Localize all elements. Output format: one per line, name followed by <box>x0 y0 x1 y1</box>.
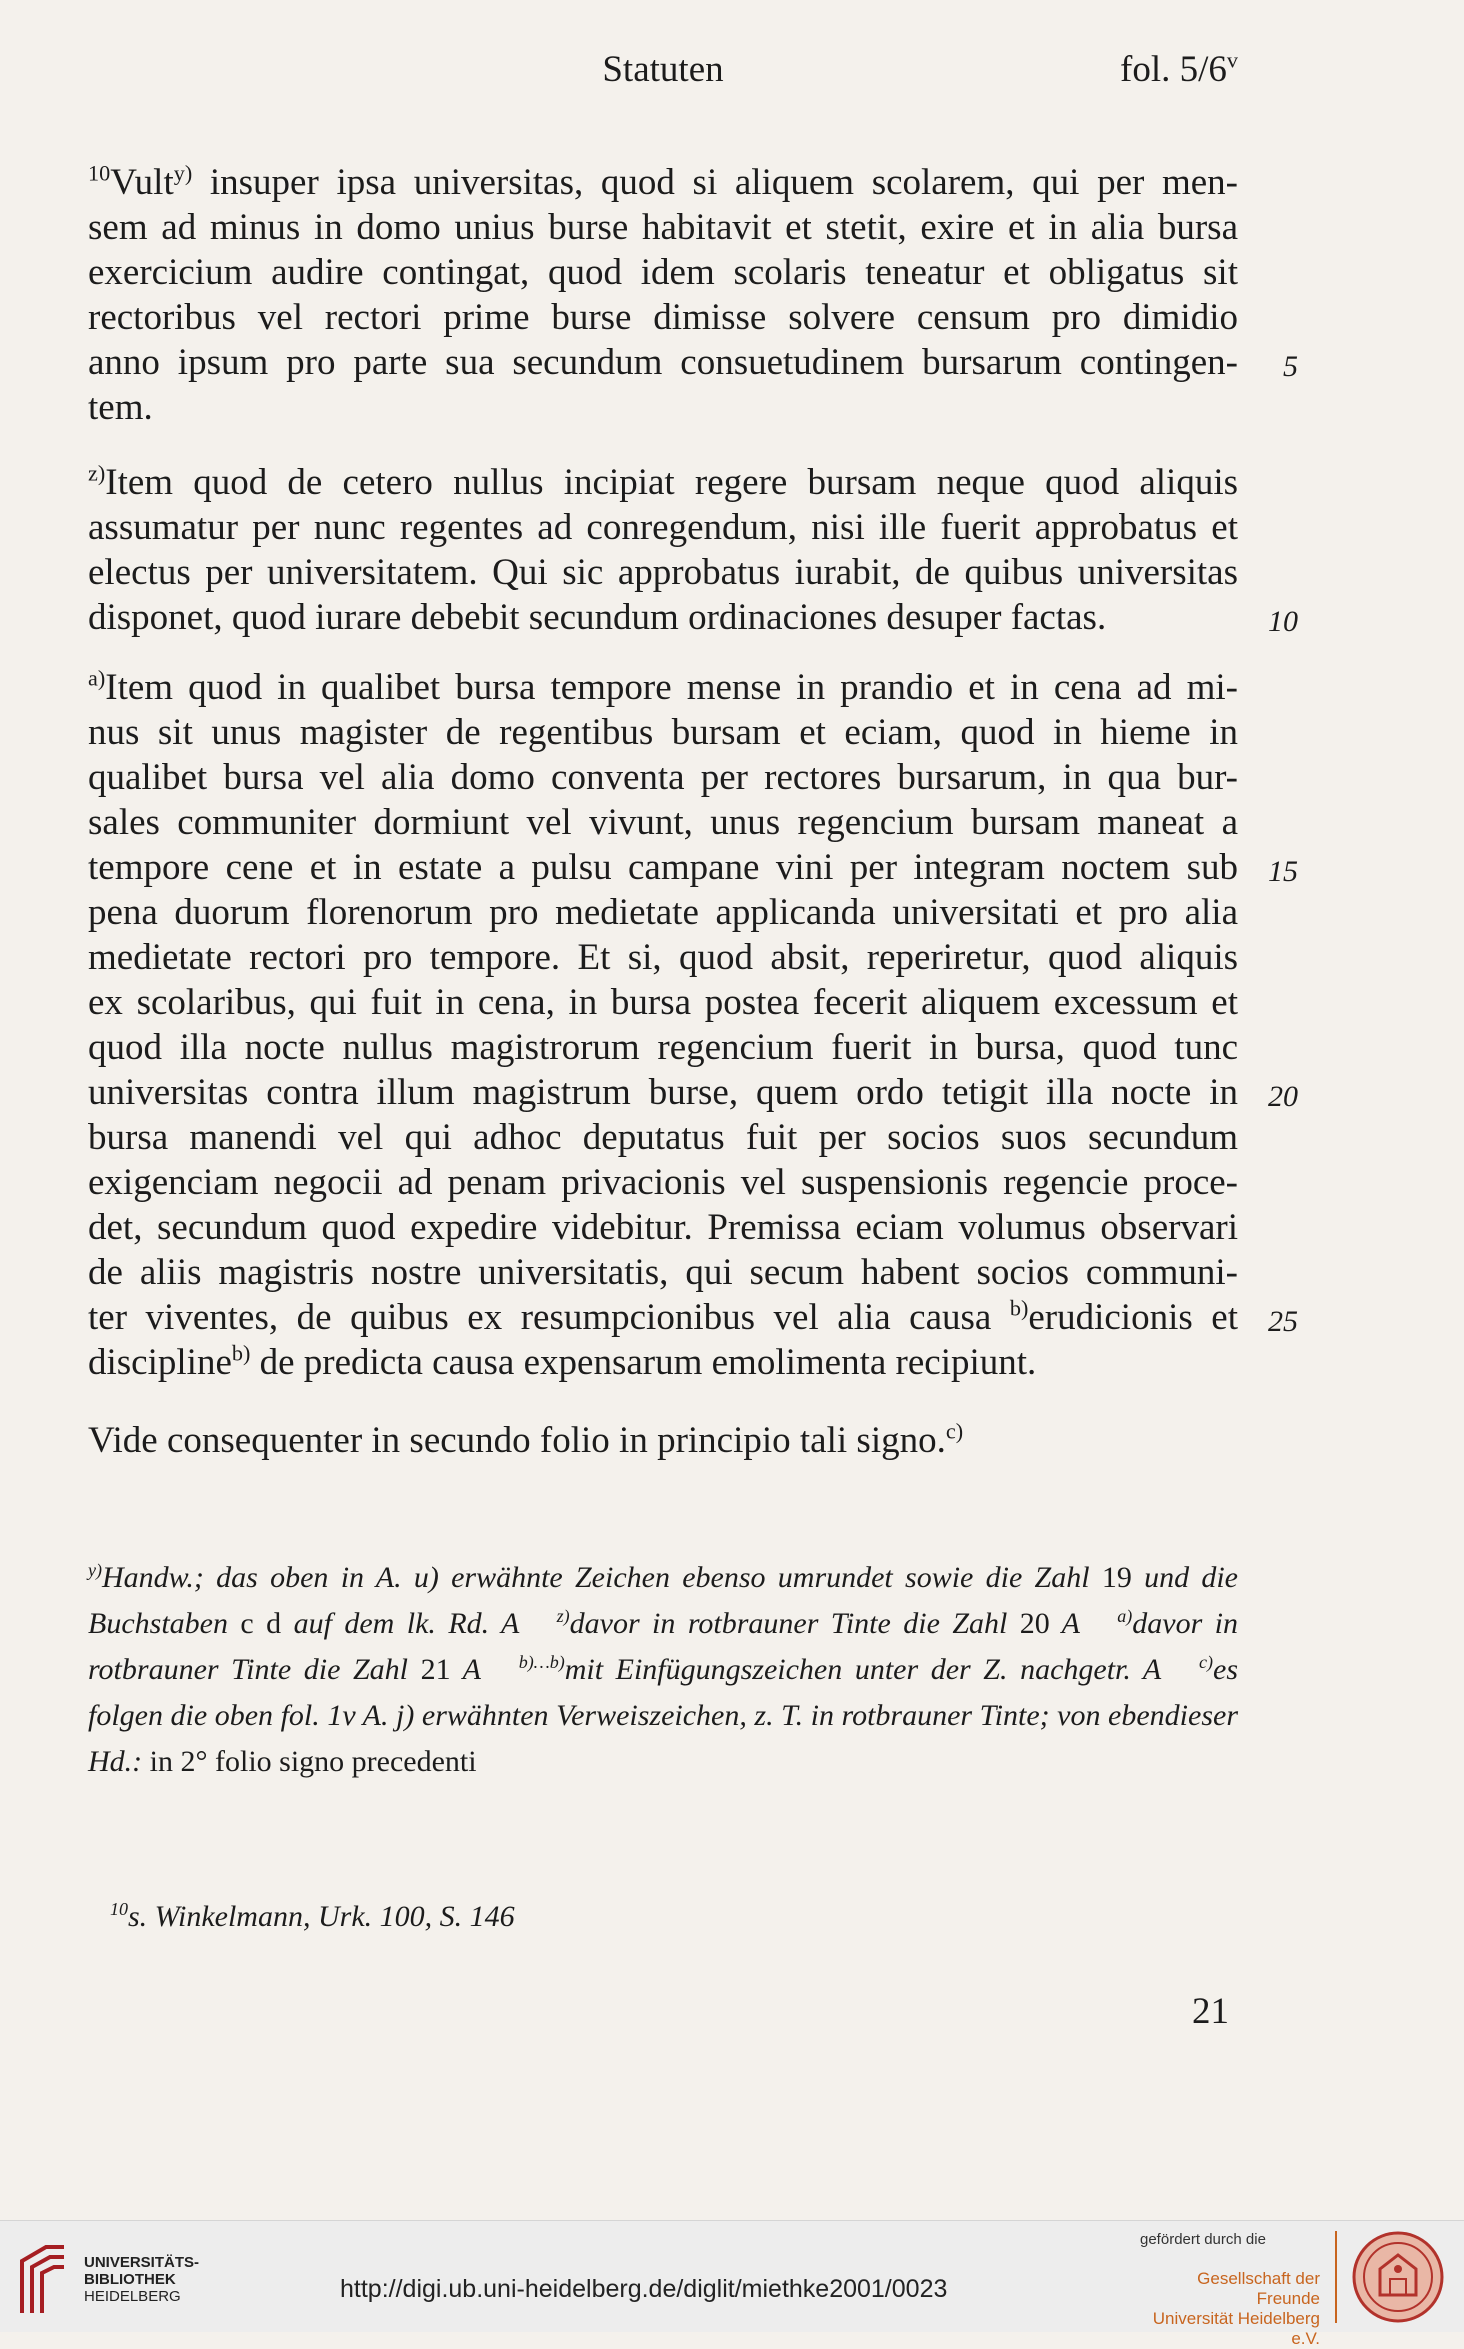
text-line: disponet, quod iurare debebit secundum ordinaciones desuper factas. <box>88 597 1107 638</box>
text-line: ter viventes, de quibus ex resumpcionibus vel alia causa $^{b)}$erudicionis et <box>88 1295 1238 1338</box>
line-number: 25 <box>1268 1305 1298 1338</box>
paragraph-1 <box>88 160 1298 430</box>
text-line: anno ipsum pro parte sua secundum consuetudinem bursarum contingen- <box>88 342 1238 383</box>
university-seal-icon <box>1350 2229 1446 2325</box>
paragraph-2 <box>88 460 1298 640</box>
paragraph-3 <box>88 665 1298 1385</box>
text-line: assumatur per nunc regentes ad conregendum, nisi ille fuerit approbatus et <box>88 507 1238 548</box>
page-number: 21 <box>1192 1991 1229 2032</box>
text-line: universitas contra illum magistrum burse, quem ordo tetigit illa nocte in <box>88 1072 1238 1113</box>
sponsor-name: Gesellschaft der Freunde Universität Heidelberg e.V. <box>1152 2269 1320 2348</box>
apparatus-notes <box>88 1555 1238 1785</box>
running-header <box>88 48 1238 98</box>
note-line: folgen die oben fol. 1v A. j) erwähnten Verweiszeichen, z. T. in rotbrauner Tinte; von ebendieser <box>88 1699 1238 1732</box>
text-line: $^{10}$Vult$^{y)}$ insuper ipsa universitas, quod si aliquem scolarem, qui per men- <box>88 160 1238 203</box>
text-line: qualibet bursa vel alia domo conventa per rectores bursarum, in qua bur- <box>88 757 1238 798</box>
text-line: de aliis magistris nostre universitatis, qui secum habent socios communi- <box>88 1252 1238 1293</box>
header-title: Statuten <box>602 49 724 90</box>
digitization-url-link[interactable]: http://digi.ub.uni-heidelberg.de/diglit/miethke2001/0023 <box>340 2275 948 2303</box>
digitization-footer-bar <box>0 2220 1464 2348</box>
line-number: 15 <box>1268 855 1298 888</box>
university-library-logo-icon <box>16 2243 70 2315</box>
library-name: UNIVERSITÄTS- BIBLIOTHEK HEIDELBERG <box>84 2254 200 2305</box>
footer-divider <box>1335 2231 1337 2323</box>
text-line: $^{z)}$Item quod de cetero nullus incipiat regere bursam neque quod aliquis <box>88 460 1238 503</box>
line-number: 20 <box>1268 1080 1298 1113</box>
note-line: rotbrauner Tinte die Zahl 21 A $^{b)\dots b)}$mit Einfügungszeichen unter der Z. nachgetr. A $^{c)}$es <box>88 1652 1238 1686</box>
text-line: sales communiter dormiunt vel vivunt, unus regencium bursam maneat a <box>88 802 1238 843</box>
text-line: tempore cene et in estate a pulsu campane vini per integram noctem sub <box>88 847 1238 888</box>
sponsor-label: gefördert durch die <box>1140 2231 1266 2248</box>
note-line: Buchstaben c d auf dem lk. Rd. A $^{z)}$davor in rotbrauner Tinte die Zahl 20 A $^{a)}$davor in <box>88 1606 1239 1640</box>
line-number: 10 <box>1268 605 1298 638</box>
note-line: $^{y)}$Handw.; das oben in A. u) erwähnte Zeichen ebenso umrundet sowie die Zahl 19 und die <box>88 1560 1238 1594</box>
text-line: quod illa nocte nullus magistrorum regencium fuerit in bursa, quod tunc <box>88 1027 1238 1068</box>
text-line: exercicium audire contingat, quod idem scolaris teneatur et obligatus sit <box>88 252 1238 293</box>
text-line: nus sit unus magister de regentibus bursam et eciam, quod in hieme in <box>88 712 1238 753</box>
text-line: sem ad minus in domo unius burse habitavit et stetit, exire et in alia bursa <box>88 207 1238 248</box>
text-line: pena duorum florenorum pro medietate applicanda universitati et pro alia <box>88 892 1238 933</box>
text-line: discipline$^{b)}$ de predicta causa expensarum emolimenta recipiunt. <box>88 1340 1037 1383</box>
text-line: rectoribus vel rectori prime burse dimisse solvere censum pro dimidio <box>88 297 1238 338</box>
text-line: medietate rectori pro tempore. Et si, quod absit, reperiretur, quod aliquis <box>88 937 1238 978</box>
note-line: Hd.: in 2° folio signo precedenti <box>88 1745 477 1778</box>
text-line: tem. <box>88 387 153 428</box>
text-line: det, secundum quod expedire videbitur. Premissa eciam volumus observari <box>88 1207 1238 1248</box>
text-line: exigenciam negocii ad penam privacionis vel suspensionis regencie proce- <box>88 1162 1238 1203</box>
text-line: Vide consequenter in secundo folio in principio tali signo.$^{c)}$ <box>88 1418 964 1461</box>
footnote-10: $^{10}$s. Winkelmann, Urk. 100, S. 146 <box>110 1899 515 1933</box>
text-line: electus per universitatem. Qui sic approbatus iurabit, de quibus universitas <box>88 552 1238 593</box>
text-line: $^{a)}$Item quod in qualibet bursa tempore mense in prandio et in cena ad mi- <box>88 665 1238 708</box>
paragraph-4 <box>88 1418 1238 1463</box>
header-folio: fol. 5/6$^v$ <box>1120 47 1238 90</box>
text-line: ex scolaribus, qui fuit in cena, in bursa postea fecerit aliquem excessum et <box>88 982 1238 1023</box>
line-number: 5 <box>1283 350 1298 383</box>
text-line: bursa manendi vel qui adhoc deputatus fuit per socios suos secundum <box>88 1117 1238 1158</box>
